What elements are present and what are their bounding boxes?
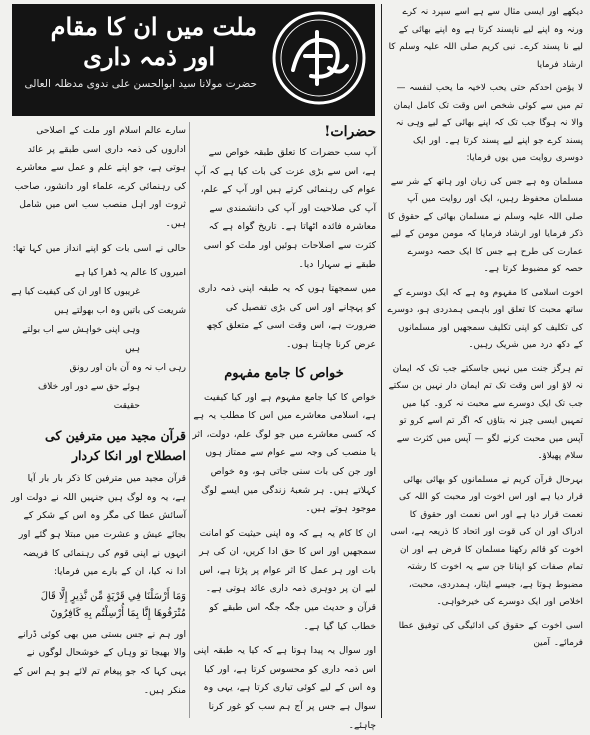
paragraph: دیکھے اور ایسی مثال سے ہے اسے سپرد نہ کرے ورنہ وہ اپنے لیے ناپسند کرتا ہے وہ اپنے بھائی کے لیے نا پسند کرے۔ نبی کریم صلی اللہ علیہ وسلم کا ارشاد فرمایا [388,7,583,70]
paragraph: اسی اخوت کے حقوق کی ادائیگی کی توفیق عطا فرمائے۔ آمین [398,620,583,648]
paragraph: قرآن مجید میں مترفین کا ذکر بار بار آیا ہے، یہ وہ لوگ ہیں جنہیں اللہ نے دولت اور آسائش عطا کی مگر وہ اس کے شکر کے بجائے عیش و عشرت میں مبتلا ہو گئے اور انہوں نے اپنی قوم کی رہنمائی کا فریضہ ادا نہ کیا، ان کے بارے میں فرمایا: [11,473,186,578]
paragraph: بہرحال قرآن کریم نے مسلمانوں کو بھائی بھائی قرار دیا ہے اور اس اخوت اور محبت کو اللہ کی نعمت قرار دیا ہے اور اس نعمت اور حقوق کا ادراک اور ان کی قوت اور اتحاد کا ذریعہ ہے، اسی اخوت کو قائم رکھنا مسلمان کا فرض ہے اور ان تمام صفات کو اپنانا جن سے یہ اخوت کا رشتہ مضبوط ہوتا ہے، جیسے ایثار، ہمدردی، محبت، اخلاص اور ایک دوسرے کی خیرخواہی۔ [390,474,583,607]
right-column [387,4,583,718]
paragraph: میں سمجھتا ہوں کہ یہ طبقہ اپنی ذمہ داری کو پہچانے اور اس کی بڑی تفصیل کی ضرورت ہے، اس وقت اسی کے متعلق کچھ عرض کرنا چاہتا ہوں۔ [198,283,376,350]
verse-line: شریعت کی باتیں وہ اب بھولتے ہیں [54,306,186,317]
author-byline: حضرت مولانا سید ابوالحسن علی ندوی مدظلہ العالی [24,78,257,90]
verse-line: غریبوں کا اور ان کی کیفیت کیا ہے [11,287,140,298]
paragraph: اخوت اسلامی کا مفہوم وہ ہے کہ ایک دوسرے کے ساتھ محبت کا تعلق اور باہمی ہمدردی ہو، دوسرے کی تکلیف کو اپنی تکلیف سمجھیں اور مسلمانوں کے دکھ درد میں شریک رہیں۔ [387,287,583,350]
verse-line: رہی اب نہ وہ آن بان اور رونق [69,363,186,374]
quranic-verse: وَمَا أَرْسَلْنَا فِي قَرْيَةٍ مِّن نَّذِيرٍ إِلَّا قَالَ مُتْرَفُوهَا إِنَّا بِمَا أُرْسِلْتُم بِهِ كَافِرُونَ [40,590,186,619]
paragraph: مسلمان وہ ہے جس کی زبان اور ہاتھ کے شر سے مسلمان محفوظ رہیں، ایک اور روایت میں آپ صلی اللہ علیہ وسلم نے مسلمان بھائی کے حقوق کا ذکر فرمایا اور ارشاد فرمایا کہ مومن مومن کے لیے عمارت کی طرح ہے جس کا ایک حصہ دوسرے حصہ کو مضبوط کرتا ہے۔ [387,176,583,274]
verse-line: امیروں کا عالم یہ ڈھرا کیا ہے [74,268,186,279]
section-heading: حضرات! [324,124,376,140]
article-header-banner [12,4,375,116]
title-line-1: ملت میں ان کا مقام [50,12,257,41]
poem-verses [10,264,186,416]
column-divider [381,4,382,718]
paragraph: تم ہرگز جنت میں نہیں جاسکتے جب تک کہ ایمان نہ لاؤ اور اس وقت تک تم ایمان دار نہیں بن سکتے جب تک ایک دوسرے سے محبت نہ کرو۔ کیا میں تمہیں ایسی چیز نہ بتاؤں کہ اگر تم اسے کرو تو آپس میں محبت کرنے لگو — آپس میں کثرت سے سلام پھیلاؤ۔ [388,363,583,461]
paragraph: لا یؤمن احدکم حتی یحب لاخیہ ما یحب لنفسہ — تم میں سے کوئی شخص اس وقت تک کامل ایمان والا نہ ہوگا جب تک کہ اپنے بھائی کے لیے وہی نہ پسند کرے جو اپنے لیے پسند کرتا ہے۔ اور ایک دوسری روایت میں یوں فرمایا: [393,83,583,163]
column-divider [189,122,190,718]
paragraph: اور سوال یہ پیدا ہوتا ہے کہ کیا یہ طبقہ اپنی اس ذمہ داری کو محسوس کرتا ہے، اور کیا وہ اس کے لیے کوئی تیاری کرتا ہے، یہی وہ سوال ہے جس پر آج ہم سب کو غور کرنا چاہئے۔ [193,645,376,731]
section-subheading: خواص کا جامع مفہوم [224,365,344,381]
paragraph: حالی نے اسی بات کو اپنے انداز میں کہا تھا: [12,242,186,254]
paragraph: ان کا کام یہ ہے کہ وہ اپنی حیثیت کو امانت سمجھیں اور اس کا حق ادا کریں، ان کی ہر بات اور ہر عمل کا اثر عوام پر پڑتا ہے، اس لیے ان پر دوہری ذمہ داری عائد ہوتی ہے۔ قرآن و حدیث میں جگہ جگہ اس طبقے کو خطاب کیا گیا ہے۔ [199,527,376,632]
left-column [10,122,186,718]
title-line-2: اور ذمہ داری [83,42,215,71]
paragraph: اور ہم نے جس بستی میں بھی کوئی ڈرانے والا بھیجا تو وہاں کے خوشحال لوگوں نے یہی کہا کہ جو پیغام تم لائے ہو ہم اس کے منکر ہیں۔ [13,628,186,696]
verse-line: ہوئے حق سے دور اور خلاف حقیقت [37,382,140,412]
verse-line: وہی اپنی خواہش سے اب بولتے ہیں [22,325,140,355]
paragraph: سارے عالم اسلام اور ملت کے اصلاحی اداروں کی ذمہ داری اسی طبقے پر عائد ہوتی ہے، جو اپنے علم و عمل سے معاشرے کی رہنمائی کرے، علماء اور دانشور، صاحب ثروت اور اہل منصب سب اس میں شامل ہیں۔ [14,125,186,229]
paragraph: خواص کا کیا جامع مفہوم ہے اور کیا کیفیت ہے، اسلامی معاشرے میں اس کا مطلب یہ ہے کہ کسی معاشرے میں جو لوگ علم، دولت، اثر یا منصب کی وجہ سے عوام سے ممتاز ہوں اور جن کی بات سنی جاتی ہو، وہ خواص کہلاتے ہیں۔ ہر شعبۂ زندگی میں ایسے لوگ موجود ہوتے ہیں۔ [192,391,376,515]
article-title [27,12,257,72]
calligraphy-logo [271,10,367,106]
section-heading: قرآن مجید میں مترفین کی اصطلاح اور انکا کردار [44,428,186,464]
paragraph: آپ سب حضرات کا تعلق طبقہ خواص سے ہے، اس سے بڑی عزت کی بات کیا ہے کہ آپ عوام کی رہنمائی کرتے ہیں اور آپ کے علم، آپ کی صلاحیت اور آپ کی دانشمندی سے معاشرہ فائدہ اٹھاتا ہے۔ تاریخ گواہ ہے کہ کثرت سے اصلاحات ہوئیں اور ملت کو اسی طبقے نے سہارا دیا۔ [194,147,376,270]
middle-column [192,122,376,731]
